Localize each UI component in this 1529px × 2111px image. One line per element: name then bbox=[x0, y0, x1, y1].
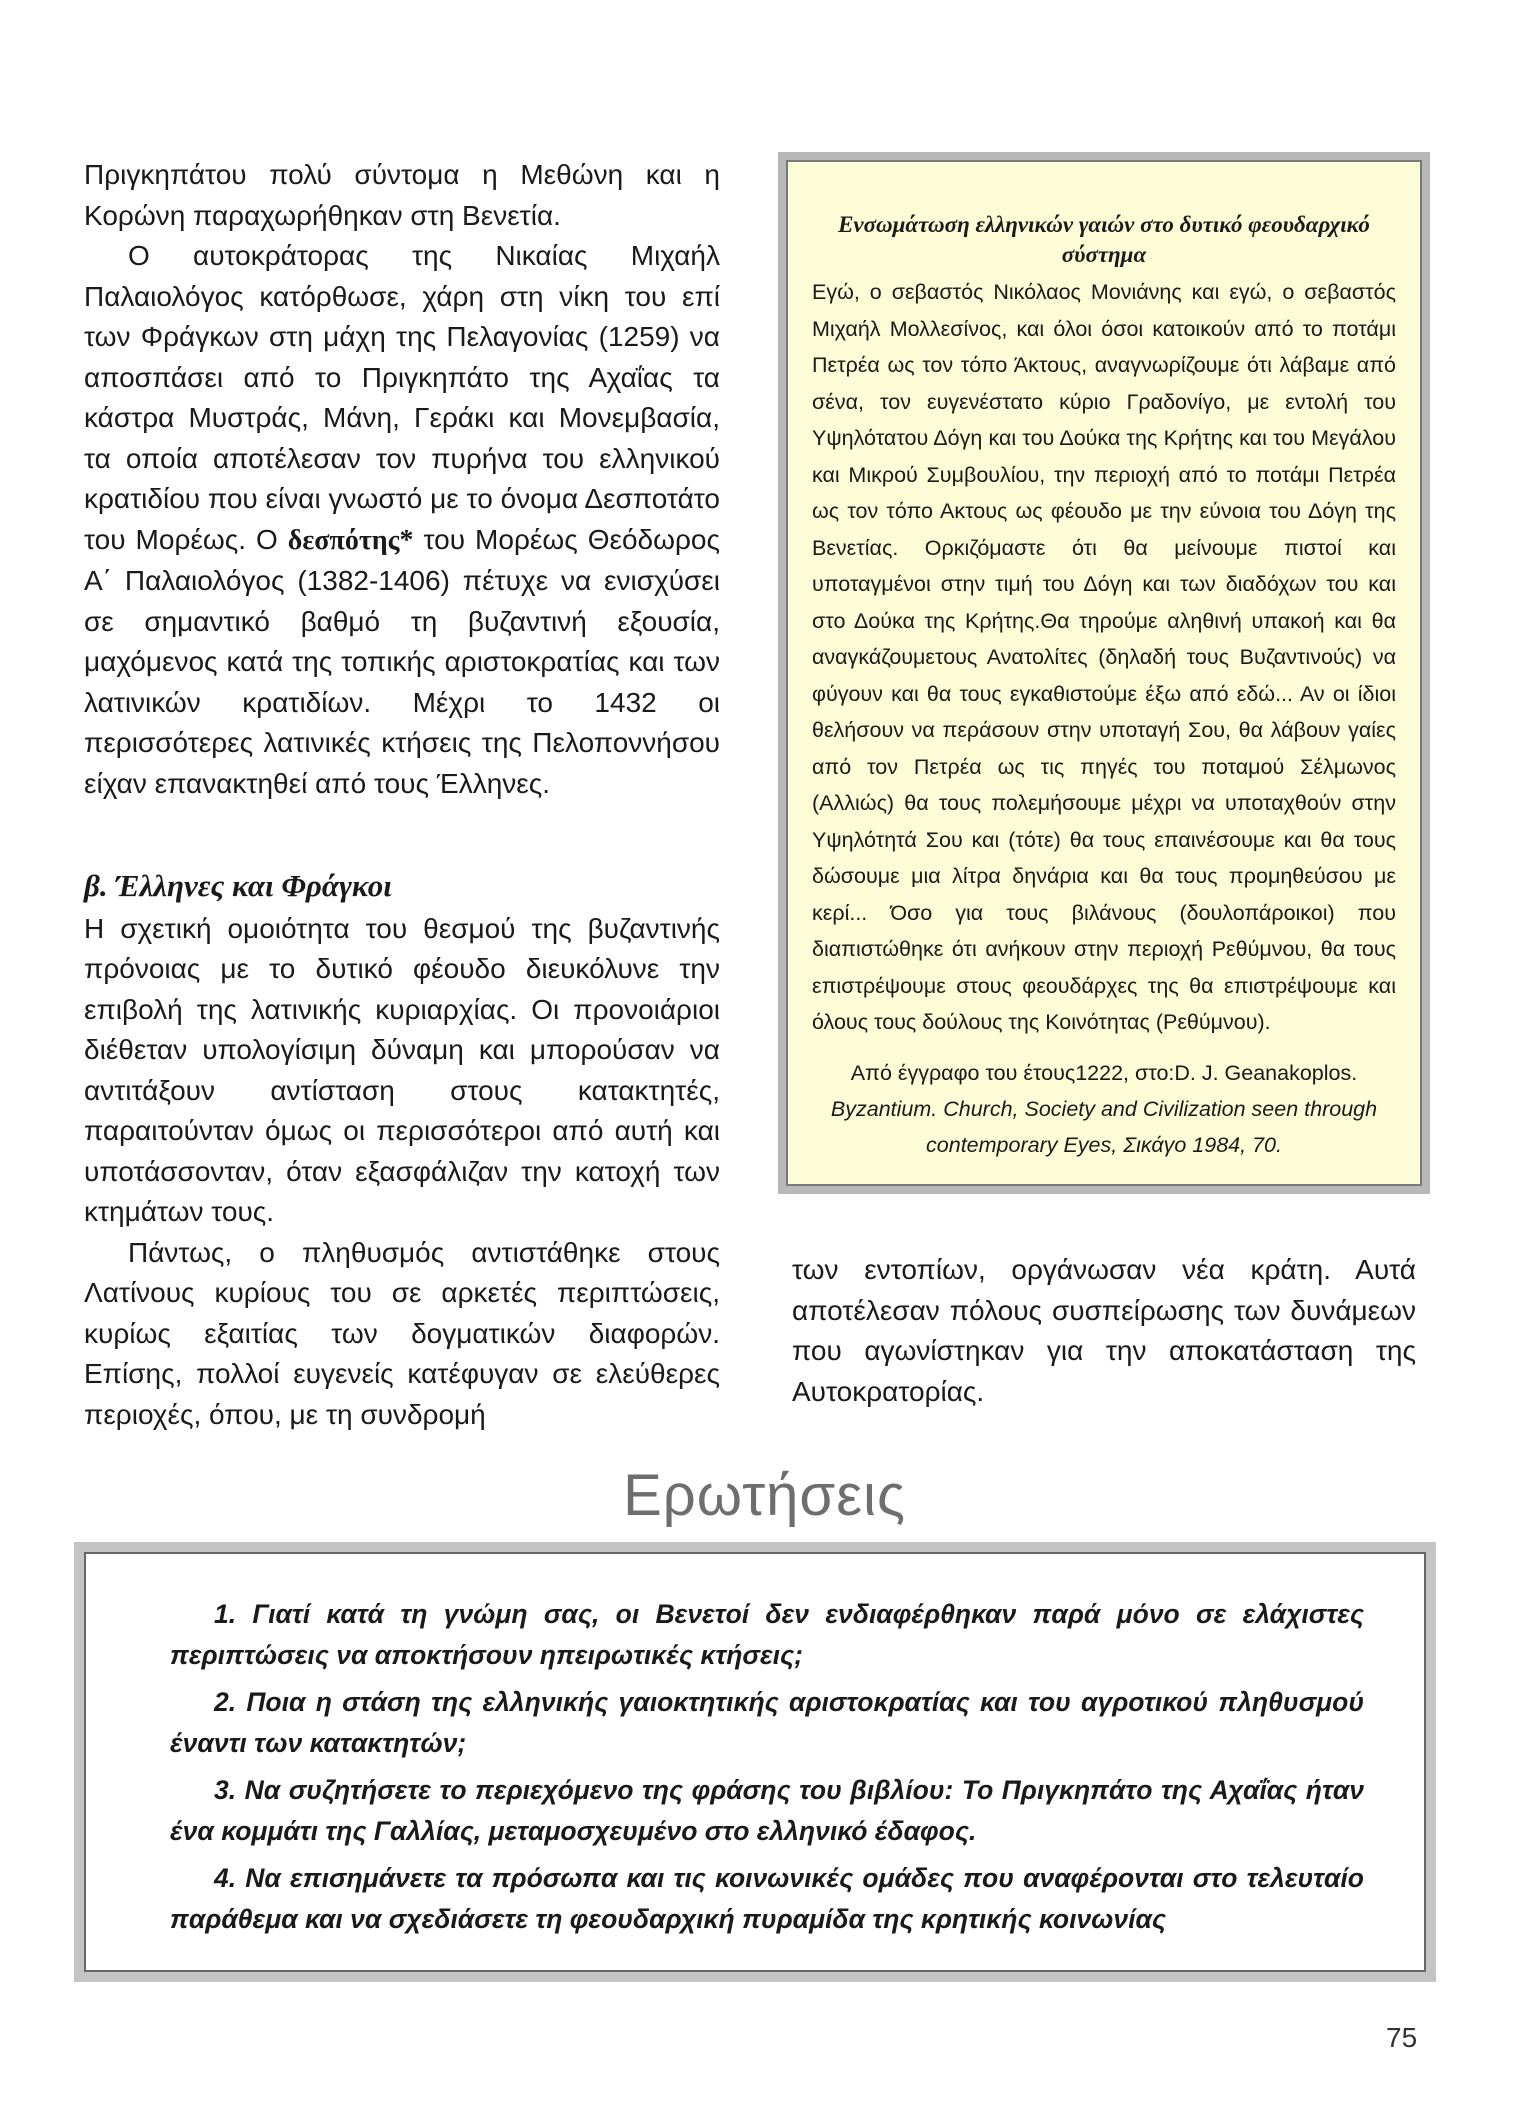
paragraph-1: Πριγκηπάτου πολύ σύντομα η Μεθώνη και η Κορώνη παραχωρήθηκαν στη Βενετία. bbox=[84, 159, 720, 231]
section-heading: β. Έλληνες και Φράγκοι bbox=[84, 868, 392, 903]
source-title: Ενσωμάτωση ελληνικών γαιών στο δυτικό φεουδαρχικό σύστημα bbox=[838, 212, 1370, 267]
questions-heading: Ερωτήσεις bbox=[623, 1463, 906, 1528]
paragraph-2-part-b: του Μορέως Θεόδωρος Α΄ Παλαιολόγος (1382-1406) πέτυχε να ενισχύσει σε σημαντικό βαθμό τη βυζαντινή εξουσία, μαχόμενος κατά της τοπικής αριστοκρατίας και των λατινικών κρατιδίων. Μέχρι το 1432 οι περισσότερες λατινικές κτήσεις της Πελοποννήσου είχαν επανακτηθεί από τους Έλληνες. bbox=[84, 523, 720, 799]
right-column-continuation bbox=[792, 1250, 1416, 1412]
questions-box bbox=[84, 1552, 1426, 1972]
paragraph-3: Η σχετική ομοιότητα του θεσμού της βυζαντινής πρόνοιας με το δυτικό φέουδο διευκόλυνε την επιβολή της λατινικής κυριαρχίας. Οι προνοιάριοι διέθεταν υπολογίσιμη δύναμη και μπορούσαν να αντιτάξουν αντίσταση στους κατακτητές, παραιτούνταν όμως οι περισσότεροι από αυτή και υποτάσσονταν, όταν εξασφάλιζαν την κατοχή των κτημάτων τους. bbox=[84, 912, 720, 1227]
question-item: 4. Να επισημάνετε τα πρόσωπα και τις κοινωνικές ομάδες που αναφέρονται στο τελευταίο παράθεμα και να σχεδιάσετε τη φεουδαρχική πυραμίδα της κρητικής κοινωνίας bbox=[170, 1863, 1364, 1934]
continuation-paragraph: των εντοπίων, οργάνωσαν νέα κράτη. Αυτά αποτέλεσαν πόλους συσπείρωσης των δυνάμεων που αγωνίστηκαν για την αποκατάσταση της Αυτοκρατορίας. bbox=[792, 1254, 1416, 1407]
source-citation bbox=[812, 1055, 1396, 1163]
source-box bbox=[786, 160, 1422, 1186]
question-item: 2. Ποια η στάση της ελληνικής γαιοκτητικής αριστοκρατίας και του αγροτικού πληθυσμού έναντι των κατακτητών; bbox=[170, 1687, 1364, 1758]
paragraph-2 bbox=[84, 236, 720, 804]
page-number: 75 bbox=[1386, 2022, 1418, 2053]
citation-plain: Από έγγραφο του έτους1222, στο:D. J. Geanakoplos. bbox=[850, 1060, 1358, 1085]
paragraph-4: Πάντως, ο πληθυσμός αντιστάθηκε στους Λατίνους κυρίους του σε αρκετές περιπτώσεις, κυρίως εξαιτίας των δογματικών διαφορών. Επίσης, πολλοί ευγενείς κατέφυγαν σε ελεύθερες περιοχές, όπου, με τη συνδρομή bbox=[84, 1236, 720, 1430]
left-column bbox=[84, 155, 720, 1435]
question-item: 1. Γιατί κατά τη γνώμη σας, οι Βενετοί δεν ενδιαφέρθηκαν παρά μόνο σε ελάχιστες περιπτώσεις να αποκτήσουν ηπειρωτικές κτήσεις; bbox=[170, 1599, 1364, 1670]
glossary-term-despotis: δεσπότης* bbox=[287, 524, 414, 556]
citation-italic: Byzantium. Church, Society and Civilization seen through contemporary Eyes, Σικάγο 1984, 70. bbox=[830, 1096, 1378, 1157]
question-item: 3. Να συζητήσετε το περιεχόμενο της φράσης του βιβλίου: Το Πριγκηπάτο της Αχαΐας ήταν ένα κομμάτι της Γαλλίας, μεταμοσχευμένο στο ελληνικό έδαφος. bbox=[170, 1775, 1364, 1846]
source-body: Εγώ, ο σεβαστός Νικόλαος Μονιάνης και εγώ, ο σεβαστός Μιχαήλ Μολλεσίνος, και όλοι όσοι κατοικούν από το ποτάμι Πετρέα ως τον τόπο Άκτους, αναγνωρίζουμε ότι λάβαμε από σένα, τον ευγενέστατο κύριο Γραδονίγο, με εντολή του Υψηλότατου Δόγη και του Δούκα της Κρήτης και του Μεγάλου και Μικρού Συμβουλίου, την περιοχή από το ποτάμι Πετρέα ως τον τόπο Ακτους ως φέουδο με την εύνοια του Δόγη της Βενετίας. Ορκιζόμαστε ότι θα μείνουμε πιστοί και υποταγμένοι στην τιμή του Δόγη και των διαδόχων του και στο Δούκα της Κρήτης.Θα τηρούμε αληθινή υπακοή και θα αναγκάζουμετους Ανατολίτες (δηλαδή τους Βυζαντινούς) να φύγουν και θα τους εγκαθιστούμε έξω από εδώ... Αν οι ίδιοι θελήσουν να περάσουν στην υποταγή Σου, θα λάβουν γαίες από τον Πετρέα ως τις πηγές του ποταμού Σέλμωνος (Αλλιώς) θα τους πολεμήσουμε μέχρι να υποταχθούν στην Υψηλότητά Σου και (τότε) θα τους επαινέσουμε και θα τους δώσουμε μια λίτρα δηνάρια και θα τους προμηθεύσου με κερί... Όσο για τους βιλάνους (δουλοπάροικοι) που διαπιστώθηκε ότι ανήκουν στην περιοχή Ρεθύμνου, θα τους επιστρέψουμε στους φεουδάρχες της θα επιστρέψουμε και όλους τους δούλους της Κοινότητας (Ρεθύμνου). bbox=[812, 280, 1396, 1034]
paragraph-2-part-a: Ο αυτοκράτορας της Νικαίας Μιχαήλ Παλαιολόγος κατόρθωσε, χάρη στη νίκη του επί των Φράγκων στη μάχη της Πελαγονίας (1259) να αποσπάσει από το Πριγκηπάτο της Αχαΐας τα κάστρα Μυστράς, Μάνη, Γεράκι και Μονεμβασία, τα οποία αποτέλεσαν τον πυρήνα του ελληνικού κρατιδίου που είναι γνωστό με το όνομα Δεσποτάτο του Μορέως. Ο bbox=[84, 240, 720, 555]
